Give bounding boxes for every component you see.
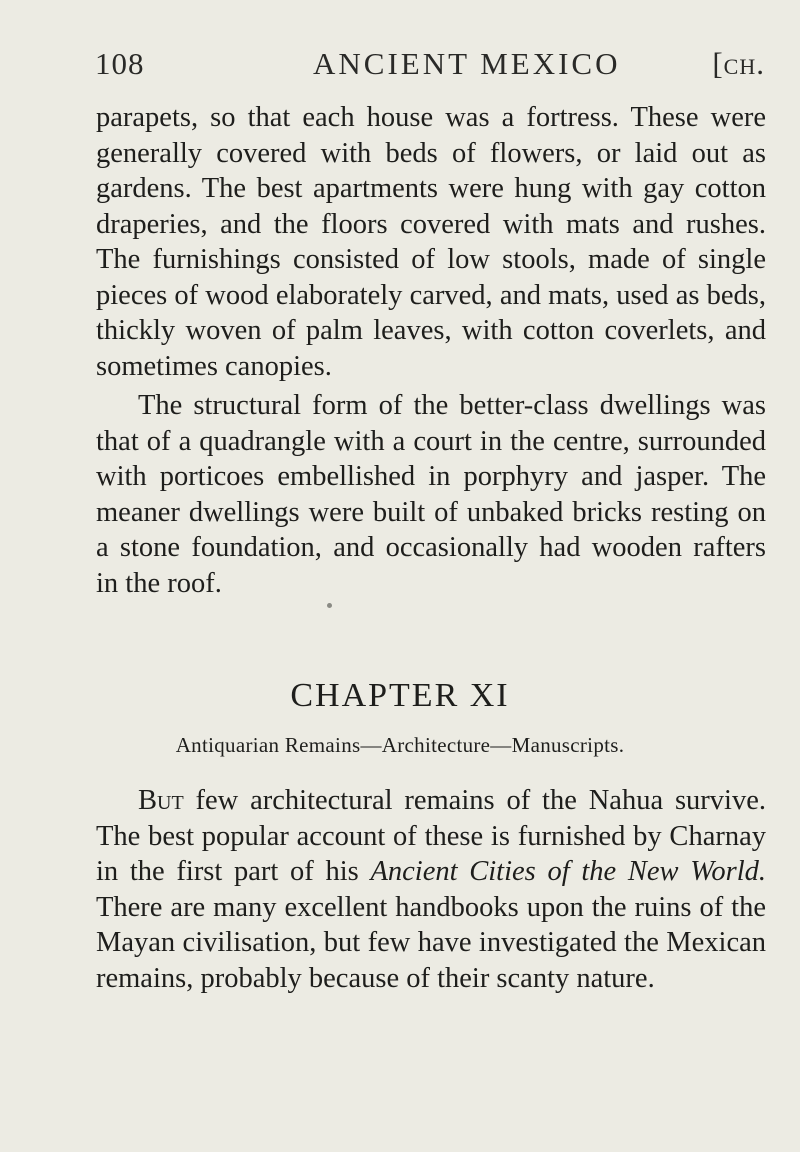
opening-word: But [138,785,184,816]
paragraph-text-after-title: There are many excellent handbooks upon the ruins of the Mayan civilisation, but few have investigated the Mexican remains, probably because of their scanty nature. [96,891,766,994]
chapter-reference: [ch. [712,46,765,81]
running-head [95,46,765,86]
chapter-subtitle: Antiquarian Remains—Architecture—Manuscripts. [175,733,625,757]
book-title-italic: Ancient Cities of the New World. [370,856,766,887]
chapter-heading: CHAPTER XI [290,677,510,714]
paragraph-continued: parapets, so that each house was a fortress. These were generally covered with beds of flowers, or laid out as gardens. The best apartments were hung with gay cotton draperies, and the floors covered with mats and rushes. The furnishings consisted of low stools, made of single pieces of wood elaborately carved, and mats, used as beds, thickly woven of palm leaves, with cotton coverlets, and sometimes canopies. [96,102,766,382]
page-number: 108 [95,46,145,81]
running-title: ANCIENT MEXICO [313,46,621,81]
print-speck [327,603,332,608]
paragraph-structural-form: The structural form of the better-class dwellings was that of a quadrangle with a court in the centre, surrounded with porticoes embellished in porphyry and jasper. The meaner dwellings were built of unbaked bricks resting on a stone foundation, and occasionally had wooden rafters in the roof. [96,390,766,599]
paragraph-text-before-title: few architectural remains of the Nahua survive. The best popular account of these is furnished by Charnay in the first part of his [96,785,766,887]
paragraph-chapter-opening [96,783,766,996]
